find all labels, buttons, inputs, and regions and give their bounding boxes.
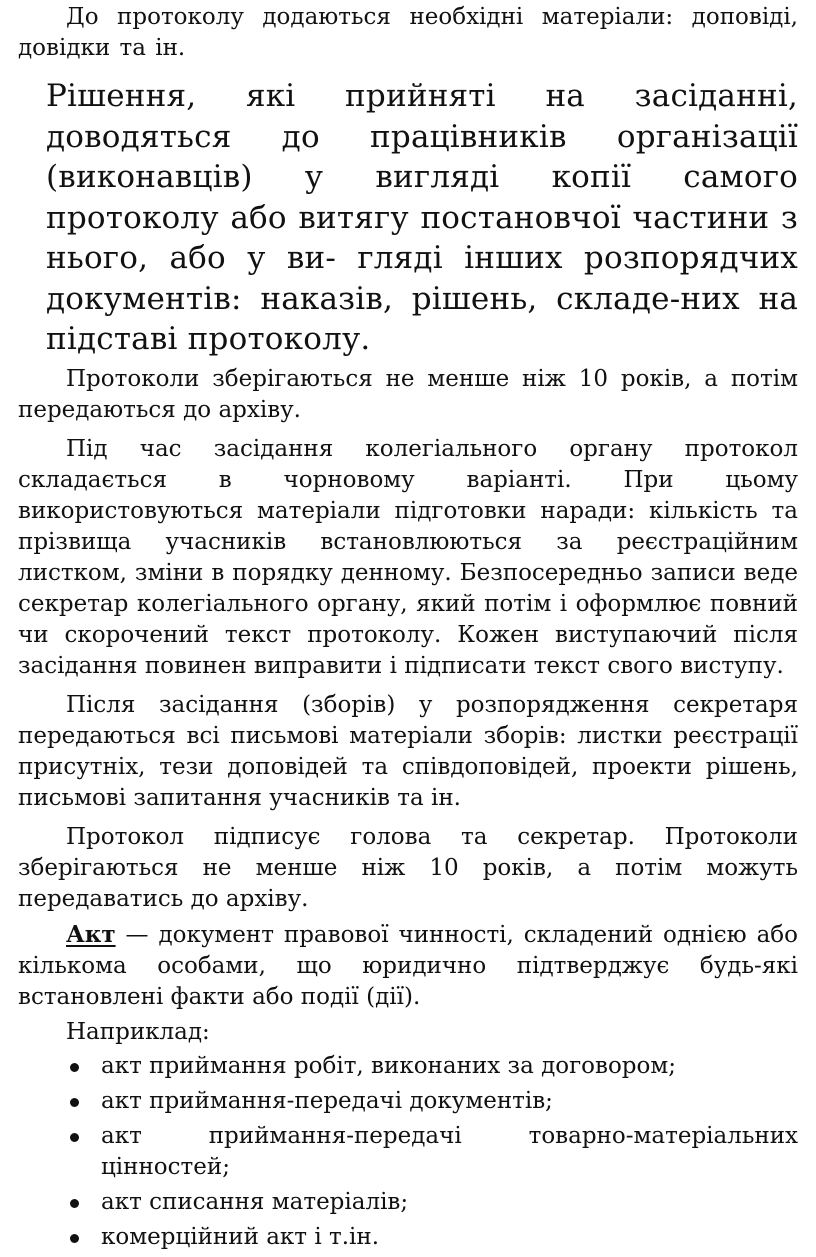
bullet-icon xyxy=(70,1199,79,1208)
list-item: комерційний акт і т.ін. xyxy=(18,1222,798,1253)
list-item: акт приймання-передачі документів; xyxy=(18,1086,798,1117)
list-item: акт приймання-передачі товарно-матеріальних цінностей; xyxy=(18,1121,798,1183)
act-definition-text: — документ правової чинності, складений однією або кількома особами, що юридично підтверджує будь-які встановлені факти або події (дії). xyxy=(18,921,798,1010)
paragraph-materials: Після засідання (зборів) у розпорядження секретаря передаються всі письмові матеріали зборів: листки реєстрації присутніх, тези доповідей та співдоповідей, проекти рішень, письмові запитання учасників та ін. xyxy=(18,691,798,811)
highlighted-paragraph: Рішення, які прийняті на засіданні, доводяться до працівників організації (виконавців) у вигляді копії самого протоколу або витягу постановчої частини з нього, або у ви- гляді інших розпорядчих документів: наказів, рішень, складе-них на підставі протоколу. xyxy=(46,78,798,357)
bullet-icon xyxy=(70,1098,79,1107)
act-term: Акт xyxy=(66,920,116,948)
list-item: акт приймання робіт, виконаних за договором; xyxy=(18,1051,798,1082)
act-definition xyxy=(18,919,798,1013)
paragraph-signature: Протокол підписує голова та секретар. Протоколи зберігаються не менше ніж 10 років, а потім можуть передаватись до архіву. xyxy=(18,823,798,912)
list-item: акт списання матеріалів; xyxy=(18,1187,798,1218)
bullet-icon xyxy=(70,1063,79,1072)
document-page xyxy=(18,2,798,1257)
intro-paragraph: До протоколу додаються необхідні матеріали: доповіді, довідки та ін. xyxy=(18,4,798,61)
paragraph-storage: Протоколи зберігаються не менше ніж 10 років, а потім передаються до архіву. xyxy=(18,365,798,423)
examples-list xyxy=(18,1051,798,1253)
bullet-icon xyxy=(70,1234,79,1243)
bullet-icon xyxy=(70,1133,79,1142)
paragraph-draft: Під час засідання колегіального органу протокол складається в чорновому варіанті. При цьому використовуються матеріали підготовки наради: кількість та прізвища учасників встановлюються за реєстраційним листком, зміни в порядку денному. Безпосередньо записи веде секретар колегіального органу, який потім і оформлює повний чи скорочений текст протоколу. Кожен виступаючий після засідання повинен виправити і підписати текст свого виступу. xyxy=(18,435,798,679)
example-label: Наприклад: xyxy=(66,1018,210,1045)
